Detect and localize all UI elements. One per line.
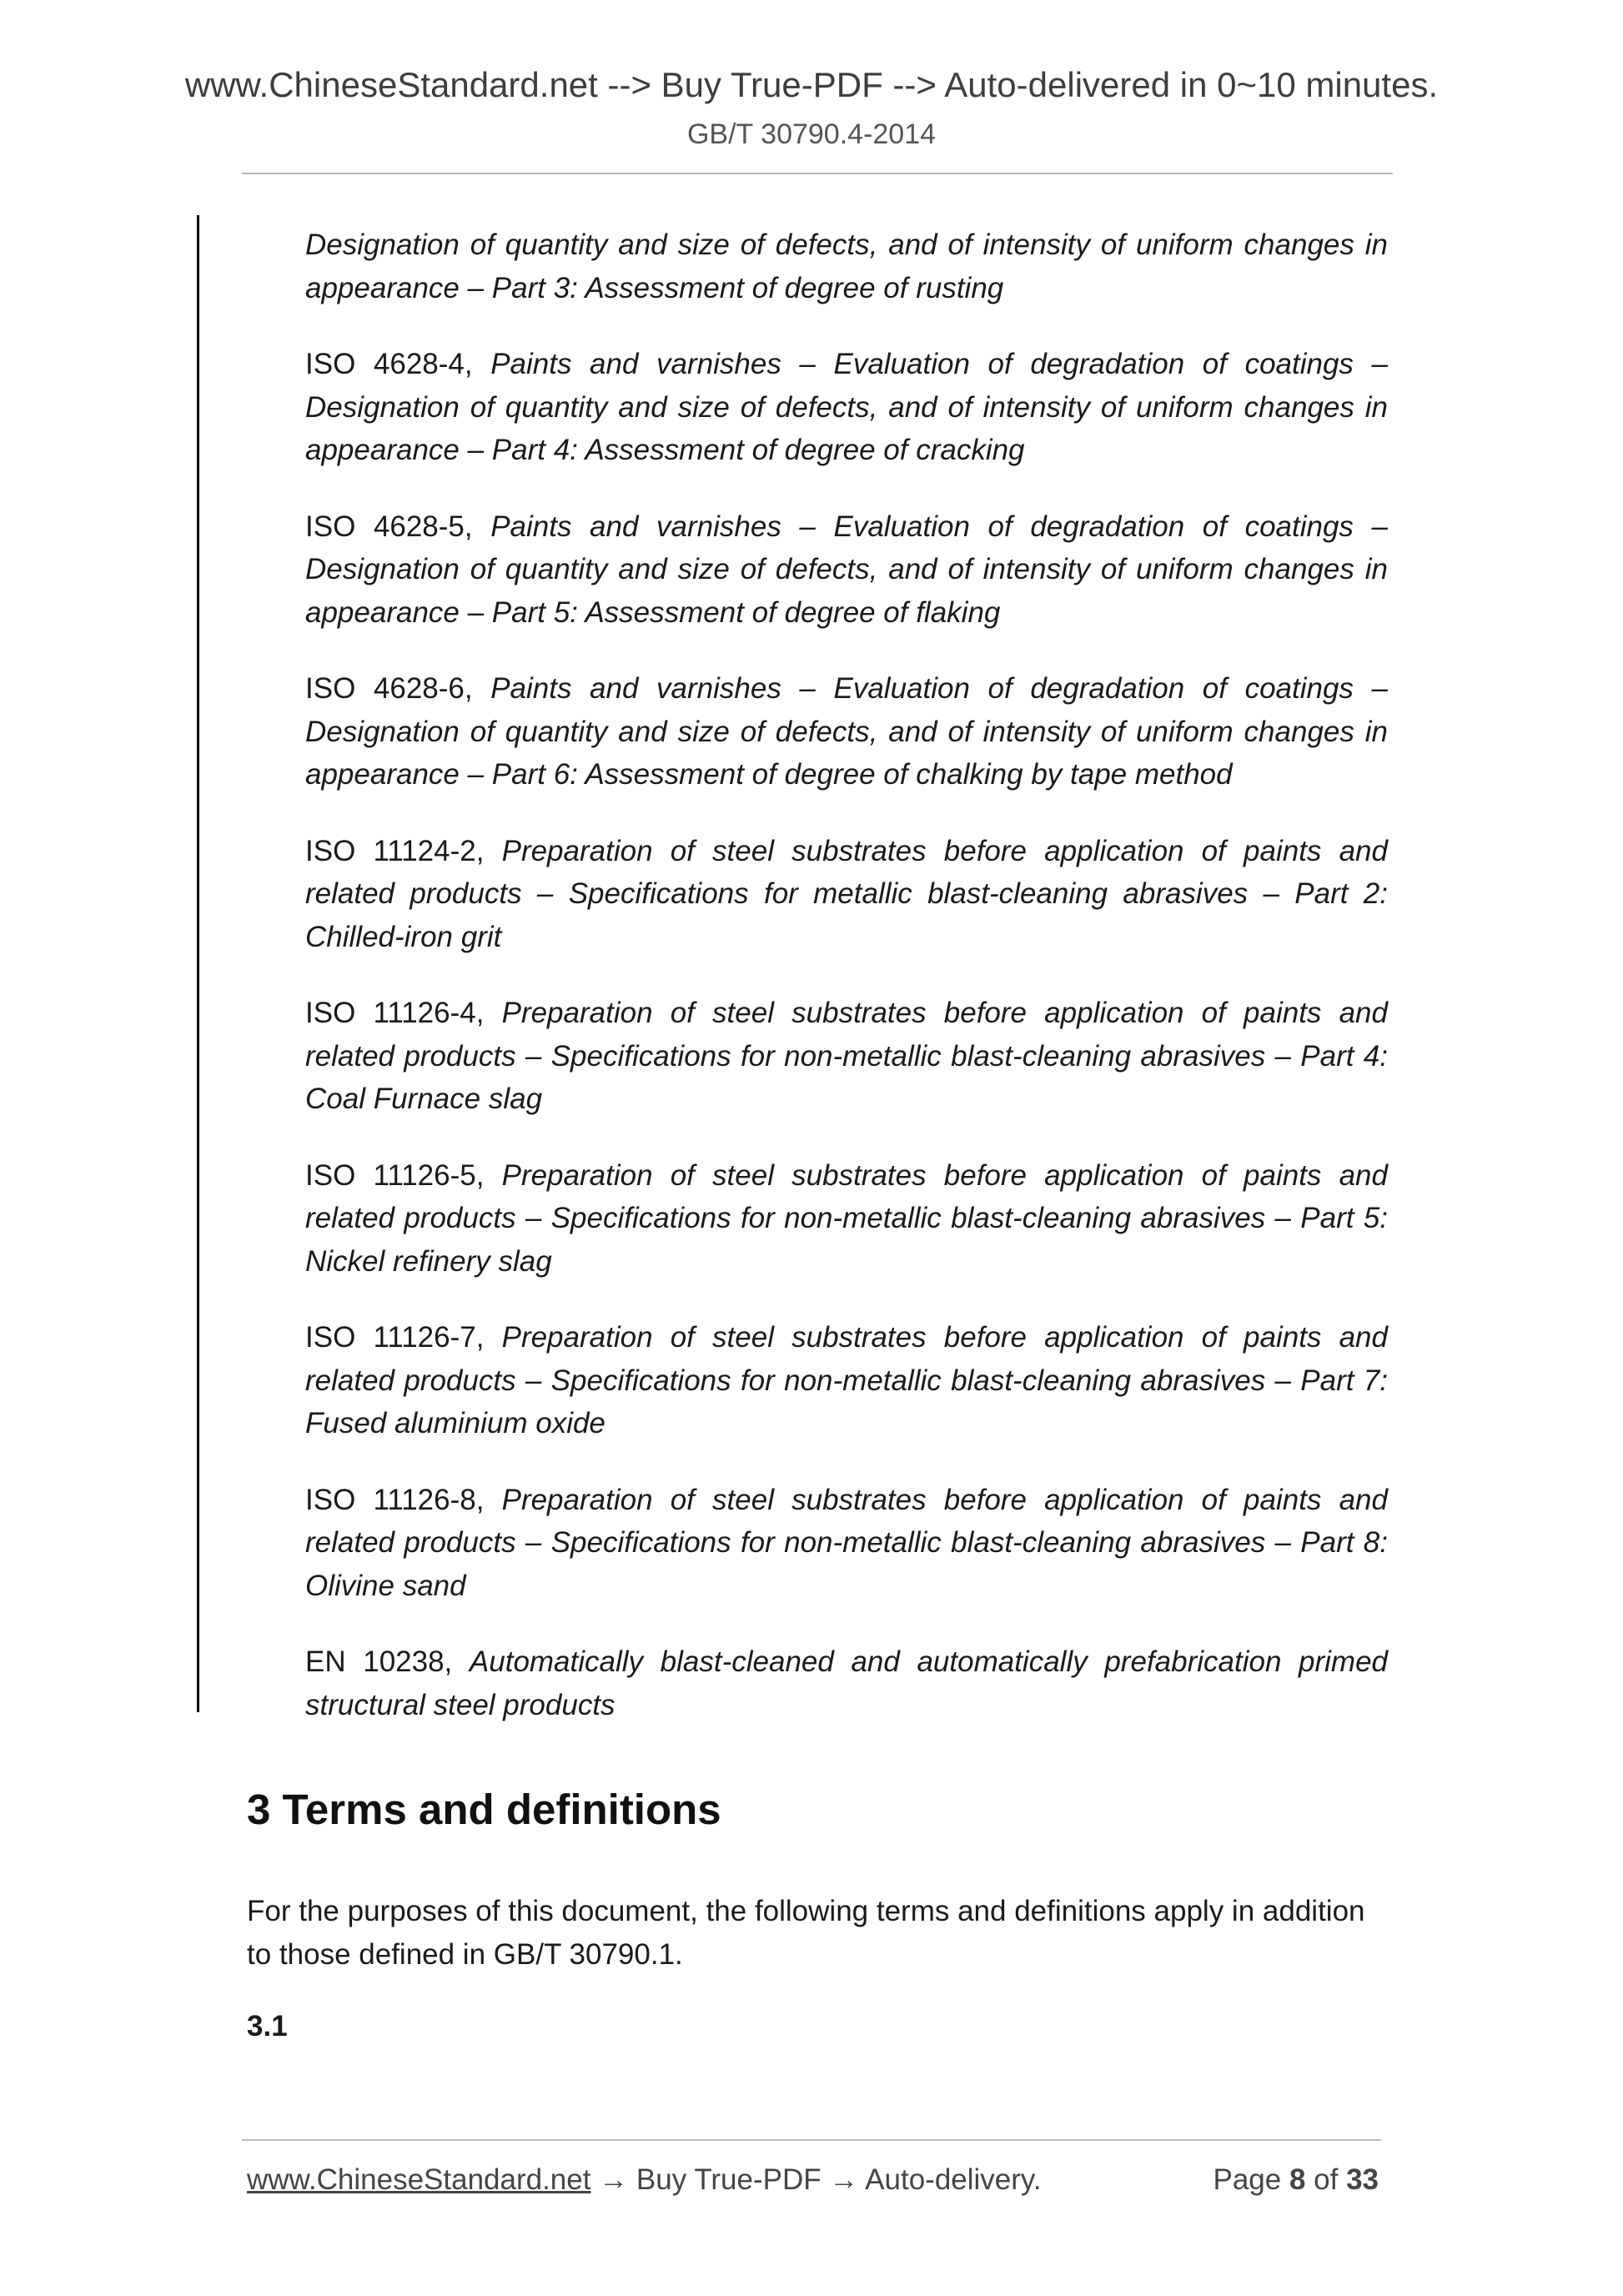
- of-label: of: [1305, 2163, 1347, 2196]
- reference-item: [305, 505, 1388, 635]
- reference-item: [305, 1479, 1388, 1608]
- footer-divider: [242, 2139, 1381, 2141]
- reference-title: Designation of quantity and size of defects, and of intensity of uniform changes in appearance – Part 3: Assessment of degree of rusting: [305, 229, 1388, 304]
- standard-number: GB/T 30790.4-2014: [686, 118, 937, 150]
- reference-code: ISO 11126-8,: [305, 1483, 502, 1516]
- reference-code: ISO 11126-5,: [305, 1158, 502, 1192]
- reference-title: Paints and varnishes – Evaluation of degradation of coatings – Designation of quantity and size of defects, and of intensity of uniform changes in appearance – Part 4: Assessment of degree of cracking: [305, 348, 1388, 466]
- footer-promo-text: → Buy True-PDF → Auto-delivery.: [590, 2163, 1042, 2196]
- normative-references-list: [305, 224, 1388, 1760]
- reference-title: Preparation of steel substrates before application of paints and related products – Specifications for non-metallic blast-cleaning abrasives – Part 4: Coal Furnace slag: [305, 997, 1388, 1115]
- page-indicator: [1213, 2161, 1379, 2199]
- reference-title: Preparation of steel substrates before application of paints and related products – Specifications for metallic blast-cleaning abrasives – Part 2: Chilled-iron grit: [305, 834, 1388, 953]
- page-current: 8: [1289, 2163, 1306, 2196]
- reference-title: Automatically blast-cleaned and automatically prefabrication primed structural steel products: [305, 1645, 1388, 1721]
- reference-item: [305, 830, 1388, 959]
- reference-item: [305, 224, 1388, 309]
- header-divider: [242, 173, 1393, 174]
- section-intro: For the purposes of this document, the following terms and definitions apply in addition to those defined in GB/T 30790.1.: [247, 1895, 1365, 1971]
- reference-item: [305, 992, 1388, 1121]
- reference-code: ISO 4628-5,: [305, 510, 491, 543]
- reference-item: [305, 343, 1388, 472]
- reference-code: ISO 11126-4,: [305, 997, 502, 1029]
- reference-title: Preparation of steel substrates before application of paints and related products – Specifications for non-metallic blast-cleaning abrasives – Part 8: Olivine sand: [305, 1483, 1388, 1602]
- reference-title: Preparation of steel substrates before application of paints and related products – Specifications for non-metallic blast-cleaning abrasives – Part 7: Fused aluminium oxide: [305, 1321, 1388, 1439]
- header-banner[interactable]: www.ChineseStandard.net --> Buy True-PDF --> Auto-delivered in 0~10 minutes.: [184, 65, 1439, 104]
- reference-code: ISO 11126-7,: [305, 1321, 502, 1354]
- reference-item: [305, 1154, 1388, 1284]
- page-total: 33: [1346, 2163, 1379, 2196]
- reference-title: Paints and varnishes – Evaluation of degradation of coatings – Designation of quantity and size of defects, and of intensity of uniform changes in appearance – Part 5: Assessment of degree of flaking: [305, 510, 1388, 629]
- footer-site-link[interactable]: www.ChineseStandard.net: [247, 2163, 591, 2196]
- reference-title: Paints and varnishes – Evaluation of degradation of coatings – Designation of quantity and size of defects, and of intensity of uniform changes in appearance – Part 6: Assessment of degree of chalking by tape method: [305, 672, 1388, 791]
- page-label: Page: [1213, 2163, 1289, 2196]
- reference-code: ISO 4628-4,: [305, 348, 491, 380]
- footer-promo: [247, 2161, 1042, 2199]
- reference-item: [305, 667, 1388, 796]
- reference-title: Preparation of steel substrates before application of paints and related products – Specifications for non-metallic blast-cleaning abrasives – Part 5: Nickel refinery slag: [305, 1158, 1388, 1278]
- reference-code: ISO 4628-6,: [305, 672, 491, 705]
- reference-item: [305, 1640, 1388, 1726]
- subclause-number: 3.1: [247, 2010, 288, 2042]
- reference-code: ISO 11124-2,: [305, 834, 502, 867]
- reference-item: [305, 1316, 1388, 1445]
- section-heading: 3 Terms and definitions: [247, 1786, 721, 1833]
- reference-code: EN 10238,: [305, 1645, 470, 1678]
- change-bar: [197, 215, 199, 1712]
